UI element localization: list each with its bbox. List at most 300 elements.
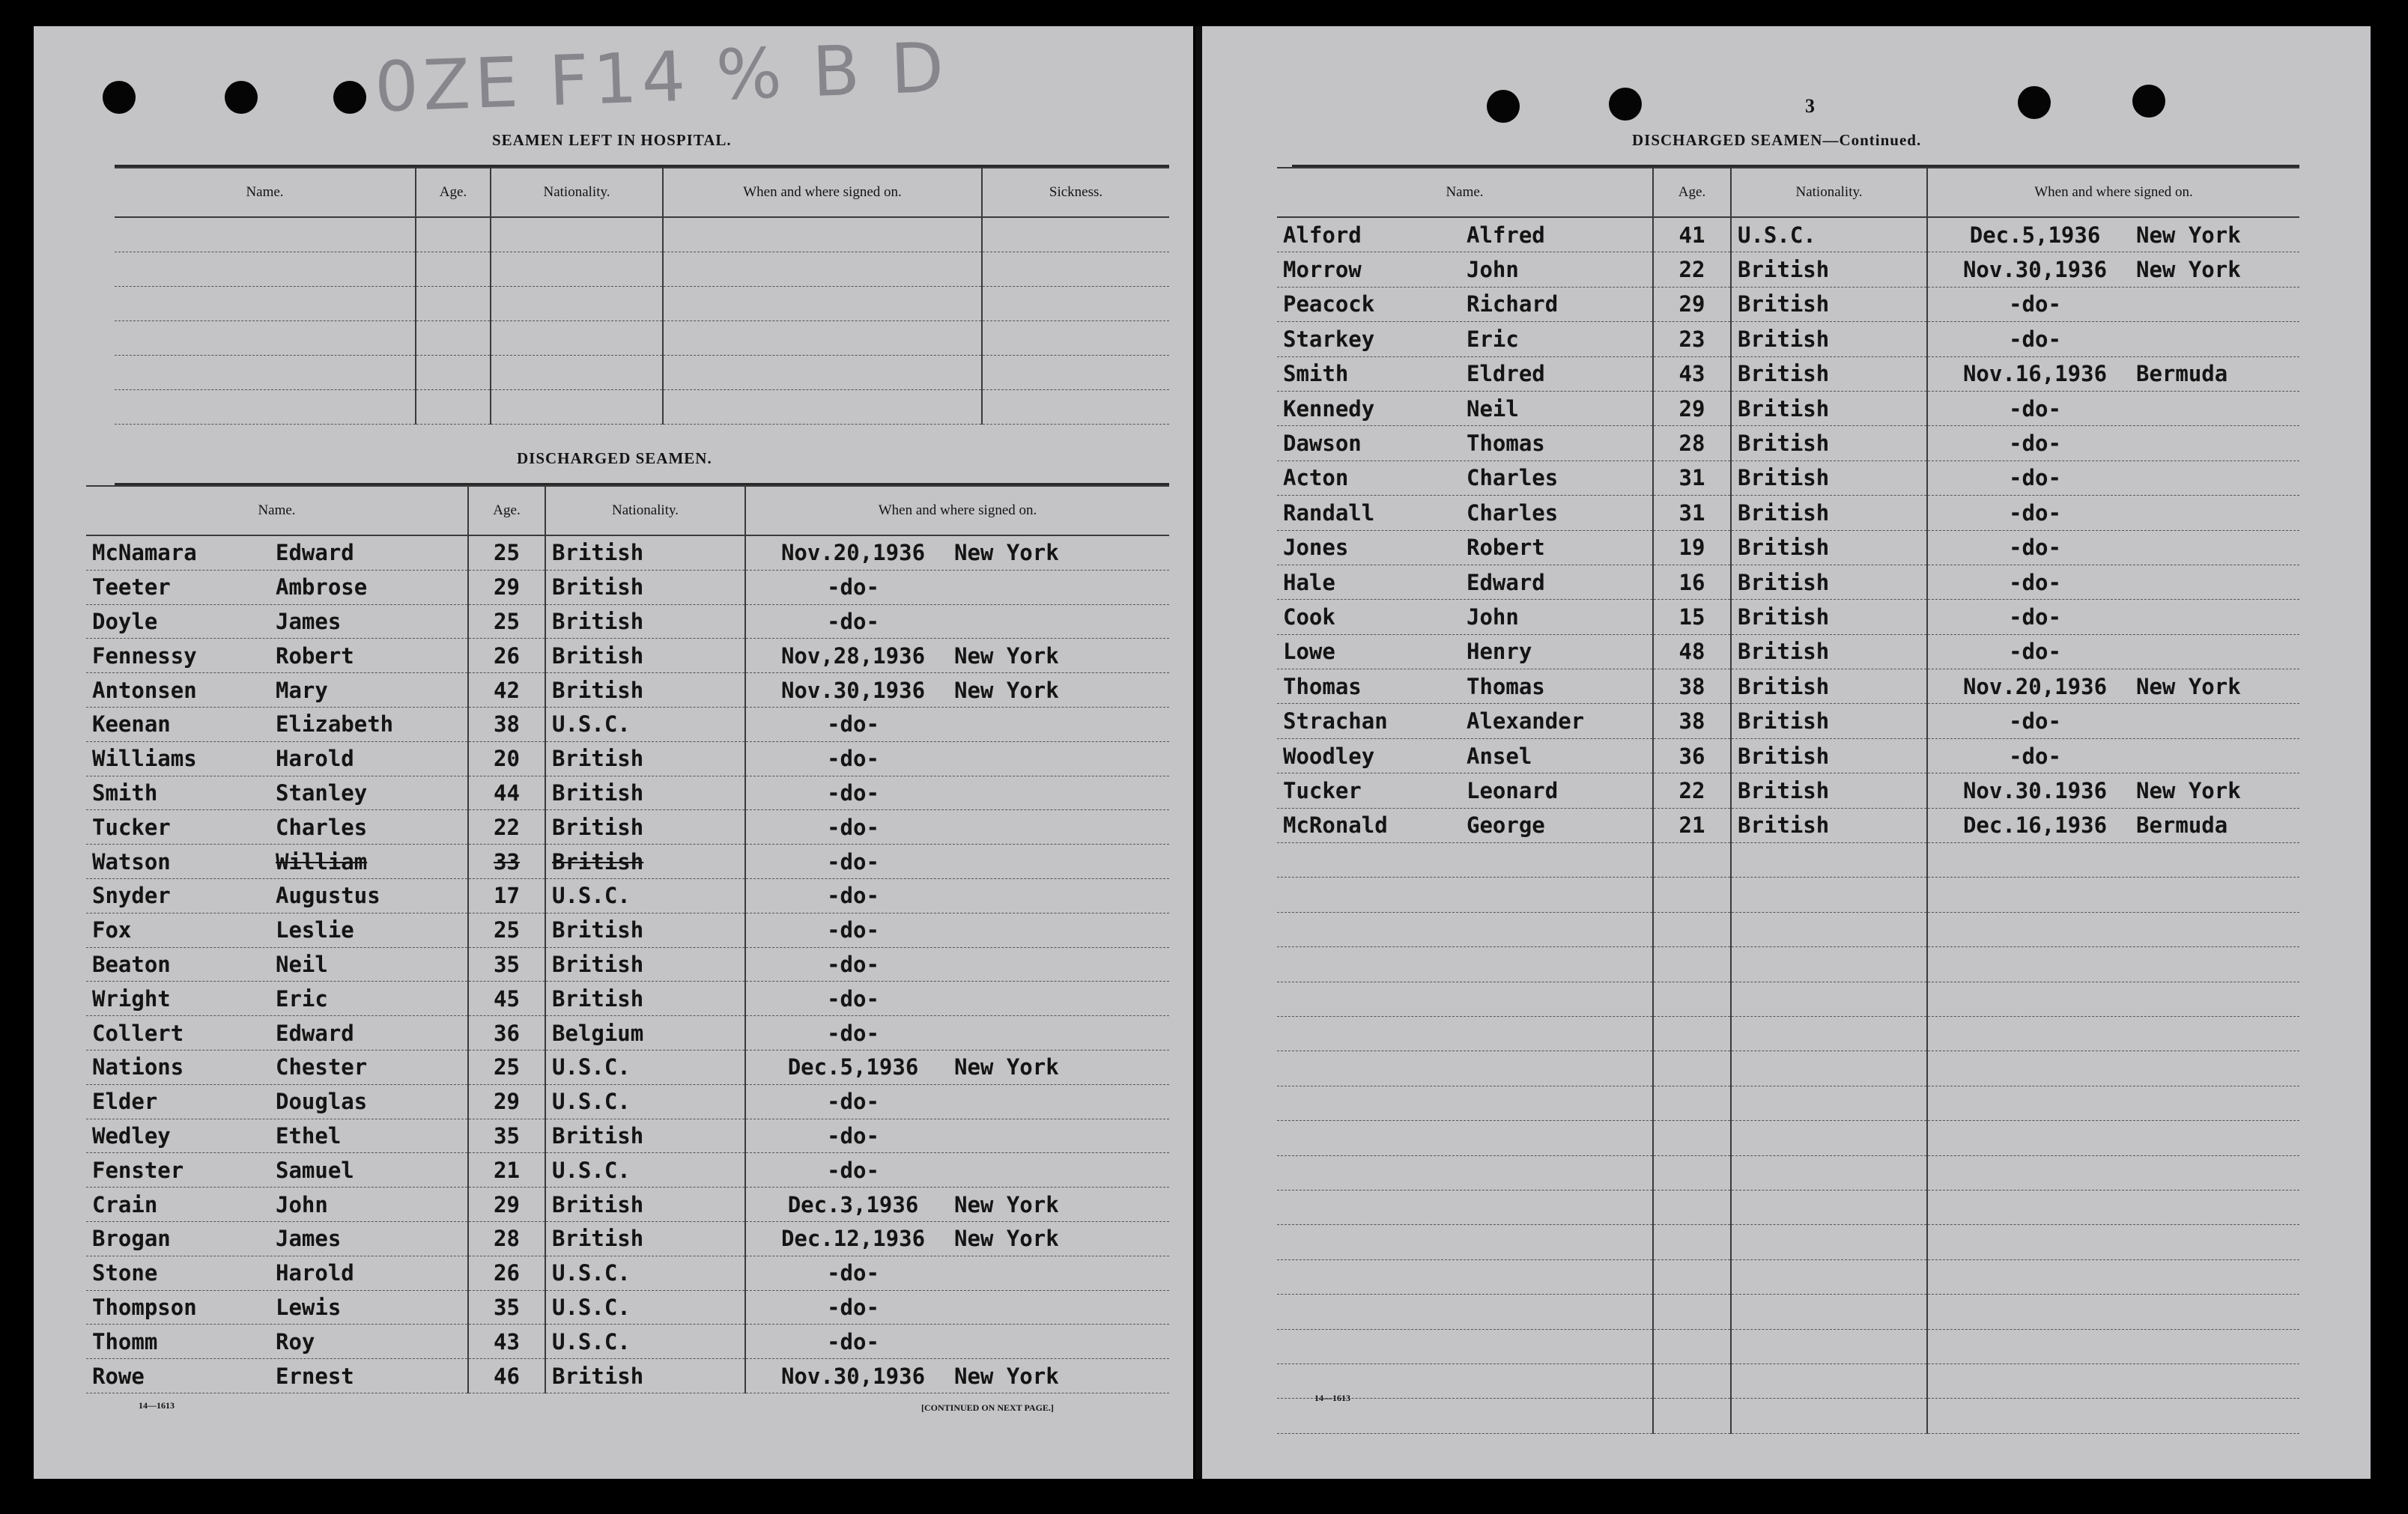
first-name: Harold [276, 746, 354, 772]
age-cell: 41 [1653, 217, 1731, 252]
blank-row [1277, 878, 2299, 912]
first-name: Stanley [276, 779, 368, 806]
nationality-cell: British [1731, 391, 1927, 425]
first-name: Richard [1467, 291, 1559, 317]
nationality-cell: British [545, 1188, 745, 1222]
signed-on-cell [1927, 565, 2299, 599]
signed-on-cell [745, 982, 1169, 1016]
nationality-cell: British [545, 845, 745, 879]
age-cell: 21 [1653, 808, 1731, 842]
last-name: Smith [1283, 361, 1349, 387]
first-name: John [276, 1191, 328, 1217]
table-row [1277, 356, 2299, 391]
name-cell [1277, 252, 1653, 287]
age-cell: 29 [468, 1188, 545, 1222]
signed-on-place: New York [954, 677, 1059, 703]
header-age: Age. [468, 486, 545, 535]
hospital-table [115, 167, 1169, 425]
name-cell [1277, 217, 1653, 252]
signed-on-date: -do- [827, 1294, 879, 1320]
continued-note: [CONTINUED ON NEXT PAGE.] [921, 1402, 1054, 1413]
age-cell: 31 [1653, 496, 1731, 530]
last-name: Snyder [92, 883, 171, 909]
signed-on-cell [1927, 738, 2299, 773]
signed-on-cell [745, 604, 1169, 639]
nationality-cell: British [1731, 738, 1927, 773]
table-row [86, 570, 1169, 604]
punch-hole [1609, 88, 1642, 121]
signed-on-date: -do- [827, 1020, 879, 1046]
table-row [1277, 773, 2299, 808]
blank-row [1277, 1225, 2299, 1259]
table-row [1277, 322, 2299, 356]
signed-on-date: -do- [827, 746, 879, 772]
last-name: Alford [1283, 222, 1362, 248]
nationality-cell: British [545, 810, 745, 845]
hospital-title: SEAMEN LEFT IN HOSPITAL. [492, 131, 732, 149]
punch-hole [333, 81, 366, 114]
name-cell [1277, 460, 1653, 495]
discharged-continued-title: DISCHARGED SEAMEN—Continued. [1632, 131, 1922, 149]
signed-on-cell [745, 1221, 1169, 1256]
signed-on-date: Dec.16,1936 [1962, 812, 2108, 839]
nationality-cell: British [545, 639, 745, 673]
name-cell [1277, 773, 1653, 808]
name-cell [1277, 808, 1653, 842]
age-cell: 25 [468, 913, 545, 947]
table-row [86, 1153, 1169, 1188]
signed-on-cell [745, 1359, 1169, 1393]
last-name: Watson [92, 848, 171, 875]
punch-hole [225, 81, 258, 114]
name-cell [86, 913, 468, 947]
signed-on-cell [1927, 217, 2299, 252]
signed-on-cell [745, 707, 1169, 741]
page-number: 3 [1805, 95, 1815, 117]
header-age: Age. [1653, 168, 1731, 217]
last-name: Doyle [92, 608, 158, 634]
punch-hole [2132, 85, 2165, 118]
first-name: Alexander [1467, 708, 1585, 735]
age-cell: 35 [468, 947, 545, 982]
table-row [1277, 287, 2299, 321]
header-signed-on: When and where signed on. [745, 486, 1169, 535]
age-cell: 23 [1653, 322, 1731, 356]
table-row [86, 1050, 1169, 1084]
name-cell [86, 639, 468, 673]
signed-on-date: -do- [827, 574, 879, 601]
first-name: Ambrose [276, 574, 368, 601]
signed-on-date: Nov.20,1936 [780, 540, 926, 566]
age-cell: 28 [1653, 426, 1731, 460]
blank-row [1277, 912, 2299, 946]
nationality-cell: British [1731, 600, 1927, 634]
form-number: 14—1613 [1314, 1393, 1350, 1403]
name-cell [86, 1016, 468, 1051]
table-row [86, 639, 1169, 673]
signed-on-cell [1927, 356, 2299, 391]
table-row [86, 1119, 1169, 1153]
signed-on-date: -do- [2009, 569, 2061, 595]
right-page [1202, 26, 2371, 1479]
name-cell [86, 947, 468, 982]
signed-on-place: Bermuda [2136, 361, 2228, 387]
signed-on-date: -do- [2009, 708, 2061, 735]
name-cell [86, 1153, 468, 1188]
signed-on-date: Nov.20,1936 [1962, 673, 2108, 699]
blank-row [115, 287, 1169, 321]
signed-on-cell [745, 878, 1169, 913]
nationality-cell: British [545, 1221, 745, 1256]
signed-on-date: -do- [2009, 743, 2061, 769]
nationality-cell: U.S.C. [545, 1256, 745, 1290]
signed-on-cell [745, 1050, 1169, 1084]
discharged-table [86, 485, 1169, 1393]
name-cell [86, 1325, 468, 1359]
table-row [1277, 565, 2299, 599]
last-name: Jones [1283, 535, 1349, 561]
last-name: Wedley [92, 1122, 171, 1149]
signed-on-date: Dec.12,1936 [780, 1226, 926, 1252]
name-cell [86, 1050, 468, 1084]
age-cell: 26 [468, 639, 545, 673]
age-cell: 35 [468, 1290, 545, 1325]
last-name: Fox [92, 917, 132, 943]
first-name: James [276, 1226, 342, 1252]
blank-row [1277, 1016, 2299, 1051]
first-name: Charles [1467, 465, 1559, 491]
last-name: Cook [1283, 604, 1335, 630]
header-nationality: Nationality. [491, 168, 663, 217]
blank-row [1277, 1363, 2299, 1398]
blank-row [1277, 1329, 2299, 1363]
nationality-cell: British [1731, 252, 1927, 287]
first-name: John [1467, 257, 1519, 283]
signed-on-date: -do- [2009, 499, 2061, 526]
last-name: Acton [1283, 465, 1349, 491]
signed-on-place: New York [2136, 673, 2241, 699]
nationality-cell: British [1731, 287, 1927, 321]
first-name: Lewis [276, 1294, 342, 1320]
first-name: Edward [1467, 569, 1545, 595]
nationality-cell: U.S.C. [545, 1325, 745, 1359]
name-cell [1277, 426, 1653, 460]
signed-on-cell [745, 1016, 1169, 1051]
signed-on-place: New York [954, 1054, 1059, 1080]
first-name: Roy [276, 1328, 315, 1355]
name-cell [86, 1084, 468, 1119]
name-cell [86, 1221, 468, 1256]
last-name: Rowe [92, 1363, 145, 1389]
name-cell [1277, 496, 1653, 530]
nationality-cell: U.S.C. [545, 707, 745, 741]
nationality-cell: British [1731, 496, 1927, 530]
signed-on-date: -do- [827, 1089, 879, 1115]
table-row [86, 1016, 1169, 1051]
name-cell [86, 982, 468, 1016]
signed-on-cell [745, 1119, 1169, 1153]
signed-on-place: New York [954, 1226, 1059, 1252]
name-cell [86, 776, 468, 810]
first-name: Chester [276, 1054, 368, 1080]
signed-on-cell [745, 810, 1169, 845]
blank-row [1277, 1086, 2299, 1120]
first-name: Neil [1467, 395, 1519, 422]
table-row [86, 913, 1169, 947]
signed-on-date: -do- [2009, 535, 2061, 561]
age-cell: 25 [468, 535, 545, 570]
age-cell: 36 [1653, 738, 1731, 773]
nationality-cell: British [545, 673, 745, 708]
name-cell [1277, 530, 1653, 565]
table-row [86, 810, 1169, 845]
signed-on-date: -do- [827, 814, 879, 840]
table-row [1277, 391, 2299, 425]
table-row [86, 947, 1169, 982]
nationality-cell: British [545, 982, 745, 1016]
name-cell [86, 1256, 468, 1290]
nationality-cell: U.S.C. [545, 1153, 745, 1188]
last-name: Kennedy [1283, 395, 1375, 422]
name-cell [1277, 322, 1653, 356]
name-cell [86, 1119, 468, 1153]
nationality-cell: British [1731, 669, 1927, 704]
signed-on-cell [1927, 322, 2299, 356]
first-name: William [276, 848, 368, 875]
first-name: Neil [276, 951, 328, 977]
first-name: Eric [276, 985, 328, 1012]
blank-row [1277, 1155, 2299, 1190]
signed-on-cell [745, 1084, 1169, 1119]
signed-on-cell [1927, 460, 2299, 495]
age-cell: 29 [1653, 287, 1731, 321]
first-name: Robert [1467, 535, 1545, 561]
age-cell: 43 [468, 1325, 545, 1359]
age-cell: 42 [468, 673, 545, 708]
signed-on-cell [745, 947, 1169, 982]
age-cell: 22 [468, 810, 545, 845]
header-sickness: Sickness. [982, 168, 1169, 217]
nationality-cell: British [545, 1119, 745, 1153]
first-name: James [276, 608, 342, 634]
age-cell: 25 [468, 604, 545, 639]
blank-row [1277, 1051, 2299, 1086]
last-name: Crain [92, 1191, 158, 1217]
signed-on-date: -do- [827, 1328, 879, 1355]
nationality-cell: U.S.C. [545, 878, 745, 913]
name-cell [1277, 669, 1653, 704]
last-name: Strachan [1283, 708, 1388, 735]
signed-on-date: Nov.30,1936 [780, 677, 926, 703]
punch-hole [1487, 90, 1520, 123]
last-name: Thomas [1283, 673, 1362, 699]
table-row [1277, 460, 2299, 495]
nationality-cell: U.S.C. [1731, 217, 1927, 252]
signed-on-cell [745, 845, 1169, 879]
header-age: Age. [416, 168, 491, 217]
name-cell [1277, 738, 1653, 773]
name-cell [86, 878, 468, 913]
age-cell: 44 [468, 776, 545, 810]
nationality-cell: U.S.C. [545, 1050, 745, 1084]
first-name: Leonard [1467, 777, 1559, 803]
blank-row [1277, 1121, 2299, 1155]
first-name: Charles [276, 814, 368, 840]
blank-row [1277, 982, 2299, 1016]
blank-row [115, 321, 1169, 356]
nationality-cell: U.S.C. [545, 1084, 745, 1119]
nationality-cell: British [1731, 426, 1927, 460]
first-name: Douglas [276, 1089, 368, 1115]
age-cell: 28 [468, 1221, 545, 1256]
table-row [1277, 704, 2299, 738]
last-name: Dawson [1283, 431, 1362, 457]
first-name: Robert [276, 642, 354, 669]
table-row [1277, 496, 2299, 530]
nationality-cell: British [545, 776, 745, 810]
first-name: Mary [276, 677, 328, 703]
first-name: Ernest [276, 1363, 354, 1389]
age-cell: 33 [468, 845, 545, 879]
last-name: Lowe [1283, 639, 1335, 665]
name-cell [86, 1290, 468, 1325]
signed-on-date: -do- [827, 985, 879, 1012]
table-row [1277, 669, 2299, 704]
first-name: Henry [1467, 639, 1532, 665]
first-name: Thomas [1467, 431, 1545, 457]
last-name: Nations [92, 1054, 184, 1080]
last-name: Hale [1283, 569, 1335, 595]
blank-row [115, 356, 1169, 390]
name-cell [86, 604, 468, 639]
first-name: Charles [1467, 499, 1559, 526]
first-name: Leslie [276, 917, 354, 943]
header-signed-on: When and where signed on. [663, 168, 982, 217]
nationality-cell: British [1731, 565, 1927, 599]
first-name: Eric [1467, 326, 1519, 352]
signed-on-place: New York [954, 642, 1059, 669]
signed-on-cell [745, 639, 1169, 673]
signed-on-cell [1927, 669, 2299, 704]
nationality-cell: British [545, 604, 745, 639]
last-name: Fennessy [92, 642, 197, 669]
last-name: Teeter [92, 574, 171, 601]
signed-on-cell [1927, 773, 2299, 808]
last-name: Keenan [92, 711, 171, 738]
discharged-title: DISCHARGED SEAMEN. [517, 449, 712, 467]
punch-hole [103, 81, 136, 114]
header-name: Name. [1277, 168, 1653, 217]
left-page [34, 26, 1193, 1479]
signed-on-cell [745, 673, 1169, 708]
table-row [86, 741, 1169, 776]
age-cell: 16 [1653, 565, 1731, 599]
age-cell: 22 [1653, 252, 1731, 287]
signed-on-cell [745, 1188, 1169, 1222]
last-name: McRonald [1283, 812, 1388, 839]
name-cell [86, 673, 468, 708]
signed-on-cell [745, 1290, 1169, 1325]
first-name: Harold [276, 1260, 354, 1286]
table-row [86, 1290, 1169, 1325]
nationality-cell: U.S.C. [545, 1290, 745, 1325]
name-cell [1277, 391, 1653, 425]
age-cell: 29 [468, 1084, 545, 1119]
first-name: Edward [276, 1020, 354, 1046]
last-name: Wright [92, 985, 171, 1012]
signed-on-cell [1927, 426, 2299, 460]
name-cell [1277, 287, 1653, 321]
table-row [1277, 600, 2299, 634]
blank-row [115, 252, 1169, 287]
age-cell: 36 [468, 1016, 545, 1051]
signed-on-cell [1927, 704, 2299, 738]
signed-on-place: New York [2136, 257, 2241, 283]
name-cell [1277, 634, 1653, 669]
signed-on-date: -do- [827, 779, 879, 806]
signed-on-date: -do- [2009, 431, 2061, 457]
table-row [1277, 426, 2299, 460]
signed-on-date: -do- [2009, 639, 2061, 665]
age-cell: 48 [1653, 634, 1731, 669]
nationality-cell: British [1731, 808, 1927, 842]
blank-row [1277, 1190, 2299, 1224]
last-name: Peacock [1283, 291, 1375, 317]
header-nationality: Nationality. [545, 486, 745, 535]
name-cell [86, 1188, 468, 1222]
name-cell [1277, 356, 1653, 391]
signed-on-place: New York [954, 1191, 1059, 1217]
table-row [1277, 634, 2299, 669]
name-cell [86, 707, 468, 741]
last-name: Brogan [92, 1226, 171, 1252]
signed-on-cell [1927, 634, 2299, 669]
table-row [86, 845, 1169, 879]
nationality-cell: British [545, 570, 745, 604]
signed-on-place: New York [954, 540, 1059, 566]
last-name: Fenster [92, 1157, 184, 1183]
signed-on-date: Dec.5,1936 [787, 1054, 919, 1080]
handwritten-stamp: 0ZE F14 % B D [373, 27, 950, 128]
signed-on-cell [1927, 496, 2299, 530]
last-name: Beaton [92, 951, 171, 977]
first-name: Ansel [1467, 743, 1532, 769]
table-row [86, 707, 1169, 741]
table-row [86, 1084, 1169, 1119]
signed-on-date: -do- [827, 711, 879, 738]
last-name: Elder [92, 1089, 158, 1115]
table-row [86, 535, 1169, 570]
age-cell: 43 [1653, 356, 1731, 391]
nationality-cell: British [1731, 773, 1927, 808]
first-name: Thomas [1467, 673, 1545, 699]
age-cell: 31 [1653, 460, 1731, 495]
table-row [1277, 808, 2299, 842]
signed-on-date: -do- [2009, 604, 2061, 630]
age-cell: 26 [468, 1256, 545, 1290]
age-cell: 35 [468, 1119, 545, 1153]
signed-on-date: -do- [827, 1122, 879, 1149]
signed-on-cell [1927, 252, 2299, 287]
table-row [1277, 252, 2299, 287]
form-number: 14—1613 [139, 1400, 175, 1411]
table-row [1277, 738, 2299, 773]
age-cell: 22 [1653, 773, 1731, 808]
last-name: Tucker [92, 814, 171, 840]
blank-row [1277, 1295, 2299, 1329]
blank-row [1277, 1259, 2299, 1294]
header-signed-on: When and where signed on. [1927, 168, 2299, 217]
